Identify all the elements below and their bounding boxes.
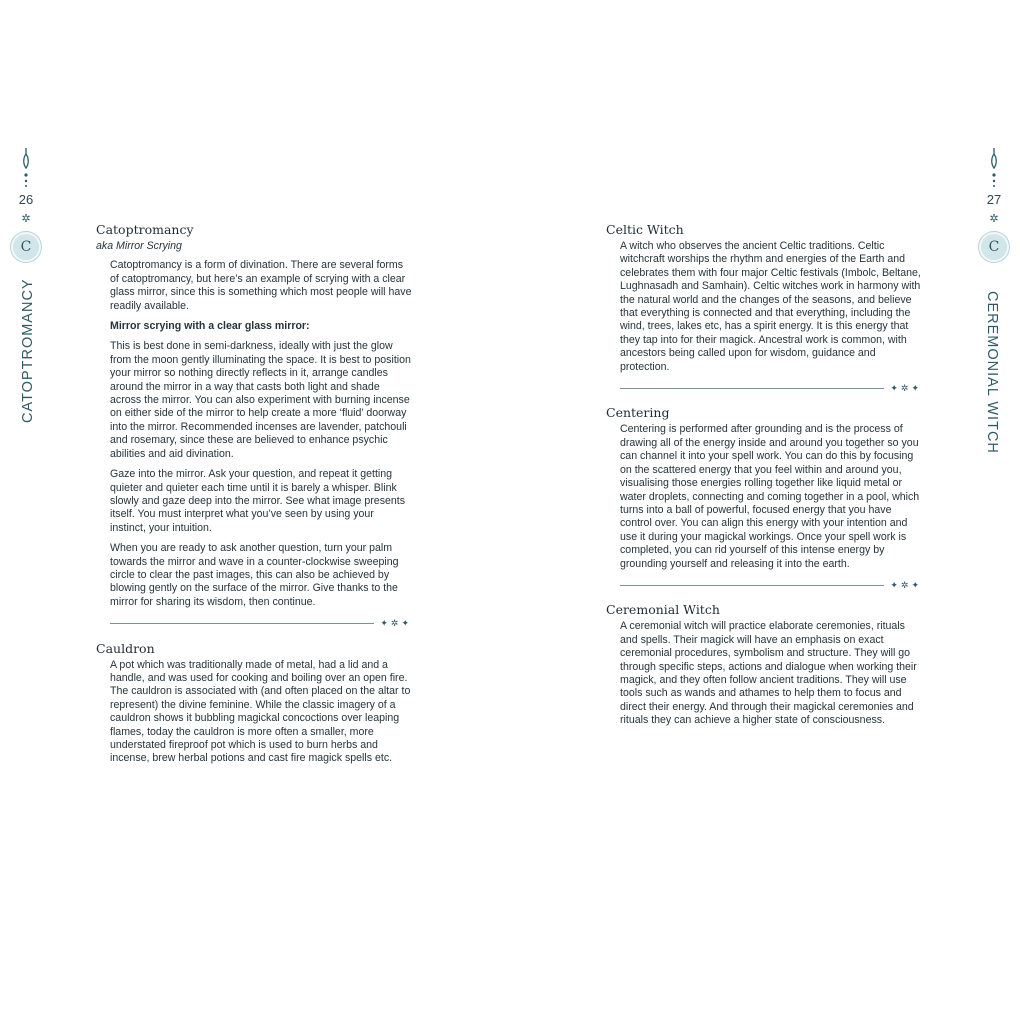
three-stars-icon: ✦✲✦ xyxy=(890,579,922,590)
paragraph: A witch who observes the ancient Celtic traditions. Celtic witchcraft worships the rhythm and energies of the Earth and celebrates them with four major Celtic festivals (Imbolc, Beltane, Lughnasadh and Samhain). Celtic witches work in harmony with the natural world and the changes of the seasons, and believe that everything is connected and that everything, including the wind, trees, lakes etc, has a spirit energy. It is this energy that they tap into for their magick. Ancestral work is common, with ancestors being called upon for wisdom, guidance and protection. xyxy=(620,240,921,373)
entry-divider xyxy=(110,617,412,630)
entry-title: Centering xyxy=(606,405,670,421)
star-icon: ✲ xyxy=(21,213,31,225)
entry-title: Ceremonial Witch xyxy=(606,602,720,618)
section-letter-badge: C xyxy=(979,232,1009,262)
star-icon: ✲ xyxy=(989,213,999,225)
paragraph: A pot which was traditionally made of metal, had a lid and a handle, and was used for cooking and boiling over an open fire. The cauldron is associated with (and often placed on the altar to represent) the divine feminine. While the classic imagery of a cauldron shows it bubbling magickal concoctions over leaping flames, today the cauldron is more often a smaller, more understated fireproof pot which is used to burn herbs and incense, brew herbal potions and cast fire magick spells etc. xyxy=(110,658,411,765)
entry-divider xyxy=(620,382,922,395)
entry-celtic-witch xyxy=(606,222,922,374)
entry-catoptromancy xyxy=(96,222,412,609)
entry-ceremonial-witch xyxy=(606,602,922,727)
entry-divider xyxy=(620,579,922,592)
three-stars-icon: ✦✲✦ xyxy=(890,383,922,394)
entry-title: Cauldron xyxy=(96,640,155,656)
right-page xyxy=(510,0,1020,1020)
section-letter-badge: C xyxy=(11,232,41,262)
right-margin-ornament xyxy=(974,148,1014,262)
divider-line xyxy=(110,623,374,624)
paragraph: When you are ready to ask another question, turn your palm towards the mirror and wave in a counter-clockwise sweeping circle to clear the past images, this can also be achieved by blowing gently on the surface of the mirror. Give thanks to the mirror for sharing its wisdom, then continue. xyxy=(110,542,399,608)
diamond-drop-icon xyxy=(6,148,46,188)
entry-title: Catoptromancy xyxy=(96,222,194,237)
text-column xyxy=(606,222,922,735)
page-number: 26 xyxy=(18,192,34,207)
entry-centering xyxy=(606,405,922,570)
entry-aka: aka Mirror Scrying xyxy=(96,240,182,252)
page-number: 27 xyxy=(986,192,1002,207)
left-margin-ornament xyxy=(6,148,46,262)
running-title: CEREMONIAL WITCH xyxy=(984,291,1000,454)
subheading: Mirror scrying with a clear glass mirror: xyxy=(110,320,310,333)
paragraph: Centering is performed after grounding and is the process of drawing all of the energy inside and around you together so you can channel it into your spell work. You can do this by focusing on the scattered energy that you feel within and around you, visualising those energies rolling together like liquid metal or water droplets, connecting and coming together in a pool, which turns into a ball of powerful, focused energy that you have control over. You can align this energy with your intention and use it during your magickal workings. Once your spell work is completed, you can rid yourself of this intense energy by grounding yourself and releasing it into the earth. xyxy=(620,423,920,570)
diamond-drop-icon xyxy=(974,148,1014,188)
paragraph: A ceremonial witch will practice elaborate ceremonies, rituals and spells. Their magick will have an emphasis on exact ceremonial procedures, symbolism and structure. They will go through specific steps, actions and dialogue when working their magick, and they often follow ancient traditions. They will use tools such as wands and athames to help them to focus and direct their energy. And through their magickal ceremonies and rituals they can achieve a higher state of consciousness. xyxy=(620,620,917,727)
entry-cauldron xyxy=(96,641,412,766)
text-column xyxy=(96,222,412,773)
three-stars-icon: ✦✲✦ xyxy=(380,618,412,629)
paragraph: Catoptromancy is a form of divination. There are several forms of catoptromancy, but here’s an example of scrying with a clear glass mirror, since this is something which most people will have readily available. xyxy=(110,259,412,312)
paragraph: This is best done in semi-darkness, ideally with just the glow from the moon gently illuminating the space. It is best to position your mirror so nothing directly reflects in it, arrange candles around the mirror in a way that casts both light and shade across the mirror. You can also experiment with burning incense on either side of the mirror to help create a more ‘fluid’ doorway into the mirror. Recommended incenses are lavender, patchouli and rosemary, since these are believed to enhance psychic abilities and aid divination. xyxy=(110,340,411,460)
entry-title: Celtic Witch xyxy=(606,222,684,237)
divider-line xyxy=(620,585,884,586)
running-title: CATOPTROMANCY xyxy=(20,278,36,423)
divider-line xyxy=(620,388,884,389)
paragraph: Gaze into the mirror. Ask your question, and repeat it getting quieter and quieter each time until it is barely a whisper. Blink slowly and gaze deep into the mirror. See what image presents itself. You must interpret what you’ve seen by using your instinct, your intuition. xyxy=(110,468,406,534)
